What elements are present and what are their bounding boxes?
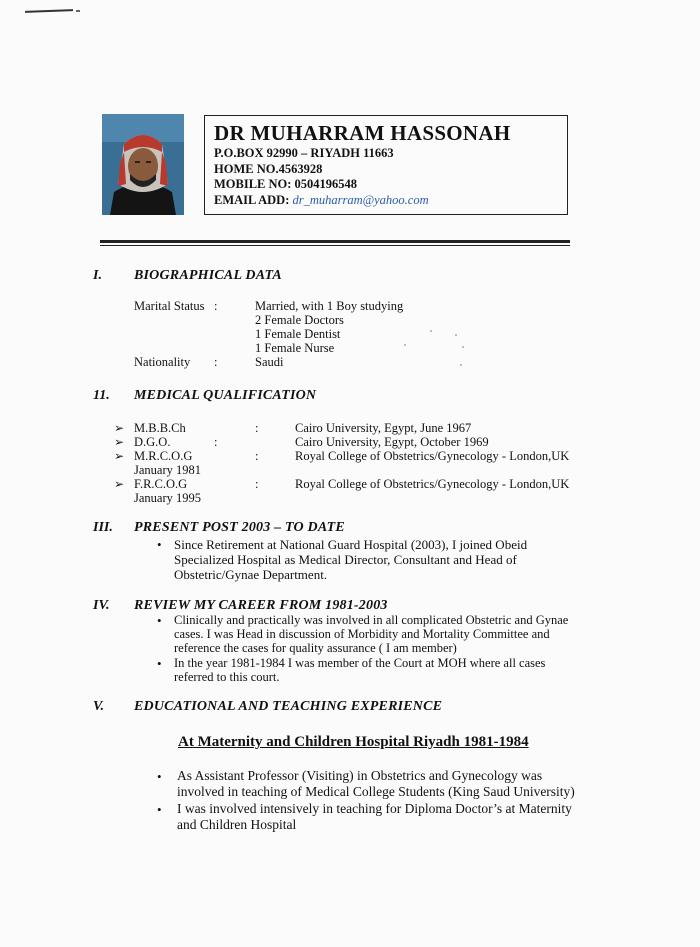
divider xyxy=(100,240,570,243)
candidate-name: DR MUHARRAM HASSONAH xyxy=(214,121,511,145)
colon: : xyxy=(255,477,259,491)
scan-speck xyxy=(462,346,464,348)
contact-header xyxy=(204,115,568,215)
divider xyxy=(100,245,570,246)
scan-speck xyxy=(430,330,432,332)
text-line: cases. I was Head in discussion of Morbidity and Mortality Committee and xyxy=(174,627,550,641)
section-title-medical: MEDICAL QUALIFICATION xyxy=(134,388,317,403)
degree-detail: Cairo University, Egypt, June 1967 xyxy=(295,421,472,435)
education-item xyxy=(177,801,597,833)
education-item xyxy=(177,768,597,800)
bullet-icon: • xyxy=(157,802,162,817)
email-line xyxy=(214,193,567,209)
review-item xyxy=(174,656,599,684)
arrow-bullet-icon: ➢ xyxy=(114,477,125,491)
arrow-bullet-icon: ➢ xyxy=(114,449,125,463)
scan-speck xyxy=(404,344,406,346)
section-title-review: REVIEW MY CAREER FROM 1981-2003 xyxy=(134,598,388,613)
text-line: Obstetric/Gynae Department. xyxy=(174,567,328,582)
marital-line: 2 Female Doctors xyxy=(255,313,344,327)
present-post-text xyxy=(174,537,594,582)
bullet-icon: • xyxy=(157,656,162,671)
text-line: Clinically and practically was involved in all complicated Obstetric and Gynae xyxy=(174,613,569,627)
scan-mark xyxy=(25,9,73,13)
text-line: Since Retirement at National Guard Hospital (2003), I joined Obeid xyxy=(174,537,528,552)
nationality-label: Nationality xyxy=(134,355,191,369)
marital-line: Married, with 1 Boy studying xyxy=(255,299,404,313)
colon: : xyxy=(214,299,218,313)
text-line: and Children Hospital xyxy=(177,817,297,832)
scan-speck xyxy=(460,364,462,366)
degree-date: January 1981 xyxy=(134,463,201,477)
section-number: 11. xyxy=(93,388,110,403)
bullet-icon: • xyxy=(157,769,162,784)
colon: : xyxy=(255,421,259,435)
section-title-biographical: BIOGRAPHICAL DATA xyxy=(134,268,282,283)
marital-line: 1 Female Nurse xyxy=(255,341,335,355)
email-link[interactable]: dr_muharram@yahoo.com xyxy=(292,192,429,207)
section-number: III. xyxy=(93,520,113,535)
colon: : xyxy=(214,435,218,449)
arrow-bullet-icon: ➢ xyxy=(114,421,125,435)
section-number: I. xyxy=(93,268,102,283)
text-line: referred to this court. xyxy=(174,670,280,684)
arrow-bullet-icon: ➢ xyxy=(114,435,125,449)
marital-line: 1 Female Dentist xyxy=(255,327,341,341)
degree: F.R.C.O.G xyxy=(134,477,188,491)
section-number: V. xyxy=(93,699,105,714)
text-line: I was involved intensively in teaching for Diploma Doctor’s at Maternity xyxy=(177,801,572,816)
text-line: reference the cases for quality assurance ( I am member) xyxy=(174,641,457,655)
degree-date: January 1995 xyxy=(134,491,201,505)
degree: D.G.O. xyxy=(134,435,171,449)
section-title-education: EDUCATIONAL AND TEACHING EXPERIENCE xyxy=(134,699,443,714)
pobox-address: P.O.BOX 92990 – RIYADH 11663 xyxy=(214,146,394,160)
profile-photo xyxy=(102,114,184,215)
bullet-icon: • xyxy=(157,537,162,552)
mobile-phone: MOBILE NO: 0504196548 xyxy=(214,177,358,191)
scan-speck xyxy=(455,334,457,336)
email-label: EMAIL ADD: xyxy=(214,192,290,207)
degree-detail: Royal College of Obstetrics/Gynecology - London,UK xyxy=(295,477,570,491)
bullet-icon: • xyxy=(157,613,162,628)
text-line: In the year 1981-1984 I was member of the Court at MOH where all cases xyxy=(174,656,546,670)
colon: : xyxy=(255,449,259,463)
text-line: As Assistant Professor (Visiting) in Obstetrics and Gynecology was xyxy=(177,768,543,783)
colon: : xyxy=(214,355,218,369)
degree-detail: Royal College of Obstetrics/Gynecology - London,UK xyxy=(295,449,570,463)
section-title-present-post: PRESENT POST 2003 – TO DATE xyxy=(134,520,345,535)
education-subheading: At Maternity and Children Hospital Riyadh 1981-1984 xyxy=(178,734,529,750)
degree: M.B.B.Ch xyxy=(134,421,186,435)
home-phone: HOME NO.4563928 xyxy=(214,161,323,176)
text-line: involved in teaching of Medical College Students (King Saud University) xyxy=(177,784,575,799)
degree: M.R.C.O.G xyxy=(134,449,193,463)
scan-mark xyxy=(76,10,80,12)
section-number: IV. xyxy=(93,598,110,613)
review-item xyxy=(174,613,599,655)
text-line: Specialized Hospital as Medical Director, Consultant and Head of xyxy=(174,552,517,567)
nationality-value: Saudi xyxy=(255,355,284,369)
degree-detail: Cairo University, Egypt, October 1969 xyxy=(295,435,489,449)
marital-status-label: Marital Status xyxy=(134,299,205,313)
